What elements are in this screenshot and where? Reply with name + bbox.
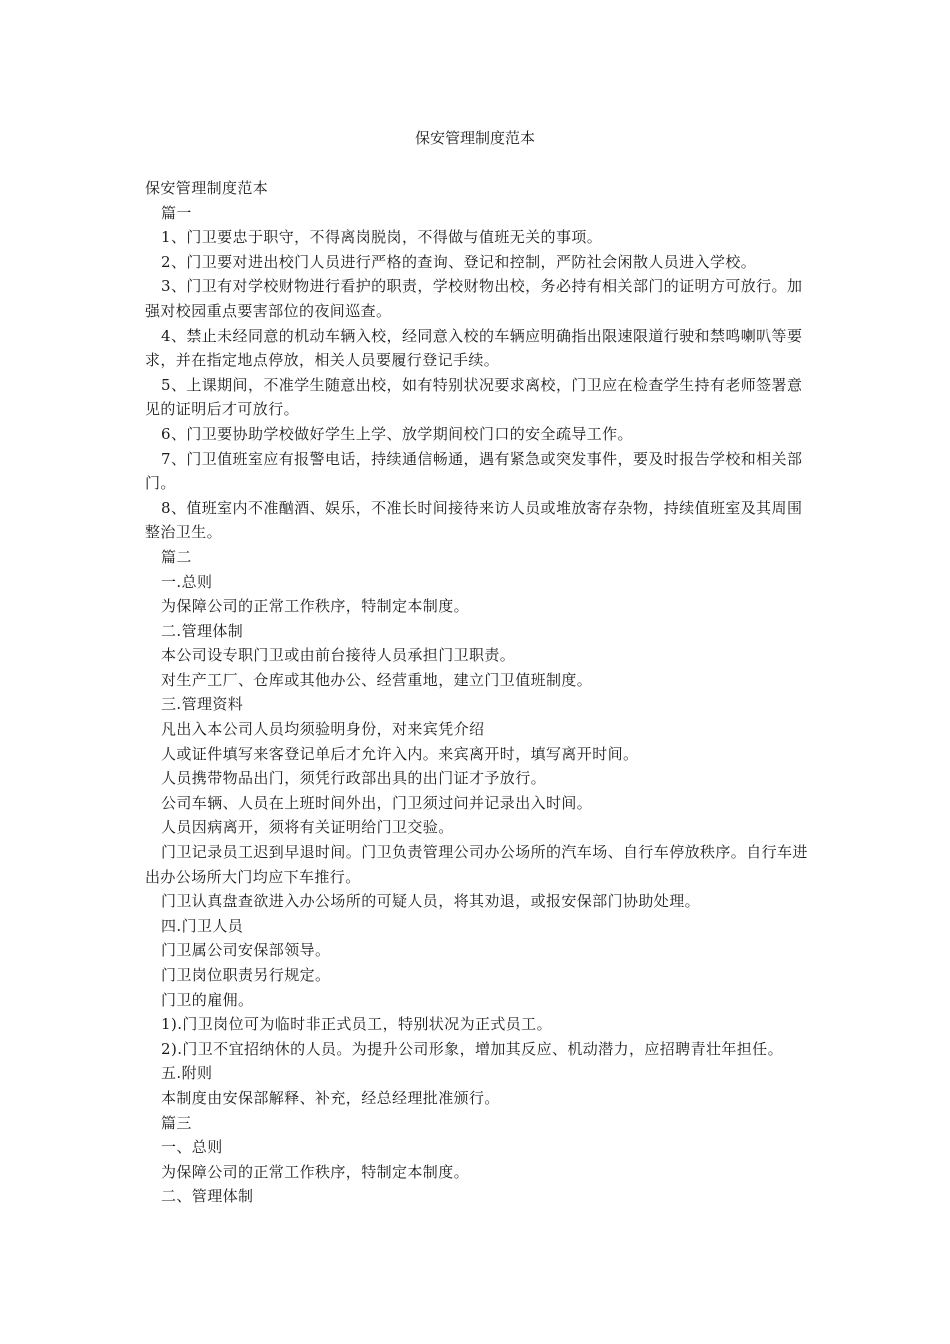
paragraph: 门卫认真盘查欲进入办公场所的可疑人员，将其劝退，或报安保部门协助处理。	[161, 892, 701, 911]
subsection-heading: 四.门卫人员	[161, 916, 244, 935]
subsection-heading: 二.管理体制	[161, 621, 244, 640]
paragraph: 2).门卫不宜招纳休的人员。为提升公司形象，增加其反应、机动潜力，应招聘青壮年担任。	[161, 1039, 783, 1058]
heading-paragraph: 保安管理制度范本	[145, 179, 269, 197]
paragraph: 为保障公司的正常工作秩序，特制定本制度。	[161, 597, 470, 616]
section-heading-part-1: 篇一	[161, 203, 192, 222]
subsection-heading: 一、总则	[161, 1138, 223, 1157]
paragraph: 人或证件填写来客登记单后才允许入内。来宾离开时，填写离开时间。	[161, 744, 639, 763]
paragraph: 门卫的雇佣。	[161, 990, 254, 1009]
paragraph: 1、门卫要忠于职守，不得离岗脱岗，不得做与值班无关的事项。	[161, 228, 603, 247]
paragraph: 对生产工厂、仓库或其他办公、经营重地，建立门卫值班制度。	[161, 670, 593, 689]
section-heading-part-3: 篇三	[161, 1113, 192, 1132]
subsection-heading: 五.附则	[161, 1064, 213, 1083]
paragraph: 门卫岗位职责另行规定。	[161, 966, 331, 984]
paragraph: 人员因病离开，须将有关证明给门卫交验。	[161, 818, 454, 837]
subsection-heading: 二、管理体制	[161, 1187, 254, 1206]
document-body	[145, 176, 810, 1209]
paragraph: 3、门卫有对学校财物进行看护的职责，学校财物出校，务必持有相关部门的证明方可放行。加强对校园重点要害部位的夜间巡查。	[145, 277, 803, 320]
paragraph: 2、门卫要对进出校门人员进行严格的查询、登记和控制，严防社会闲散人员进入学校。	[161, 252, 757, 271]
section-heading-part-2: 篇二	[161, 547, 192, 566]
paragraph: 门卫属公司安保部领导。	[161, 941, 331, 960]
paragraph: 门卫记录员工迟到早退时间。门卫负责管理公司办公场所的汽车场、自行车停放秩序。自行车进出办公场所大门均应下车推行。	[145, 843, 808, 886]
paragraph: 6、门卫要协助学校做好学生上学、放学期间校门口的安全疏导工作。	[161, 424, 633, 443]
document-title: 保安管理制度范本	[414, 129, 535, 147]
paragraph: 凡出入本公司人员均须验明身份，对来宾凭介绍	[161, 720, 485, 739]
paragraph: 人员携带物品出门，须凭行政部出具的出门证才予放行。	[161, 769, 547, 788]
paragraph: 5、上课期间，不准学生随意出校，如有特别状况要求离校，门卫应在检查学生持有老师签署意见的证明后才可放行。	[145, 375, 803, 419]
paragraph: 本公司设专职门卫或由前台接待人员承担门卫职责。	[161, 646, 516, 665]
subsection-heading: 一.总则	[161, 572, 213, 591]
paragraph: 1).门卫岗位可为临时非正式员工，特别状况为正式员工。	[161, 1015, 552, 1034]
paragraph: 7、门卫值班室应有报警电话，持续通信畅通，遇有紧急或突发事件，要及时报告学校和相关部门。	[145, 449, 803, 493]
paragraph: 为保障公司的正常工作秩序，特制定本制度。	[161, 1162, 470, 1181]
paragraph: 本制度由安保部解释、补充，经总经理批准颁行。	[161, 1088, 500, 1107]
subsection-heading: 三.管理资料	[161, 695, 244, 714]
paragraph: 8、值班室内不准酗酒、娱乐，不准长时间接待来访人员或堆放寄存杂物，持续值班室及其周围整治卫生。	[145, 498, 803, 542]
paragraph: 4、禁止未经同意的机动车辆入校，经同意入校的车辆应明确指出限速限道行驶和禁鸣喇叭等要求，并在指定地点停放，相关人员要履行登记手续。	[145, 326, 803, 370]
paragraph: 公司车辆、人员在上班时间外出，门卫须过问并记录出入时间。	[161, 793, 593, 812]
